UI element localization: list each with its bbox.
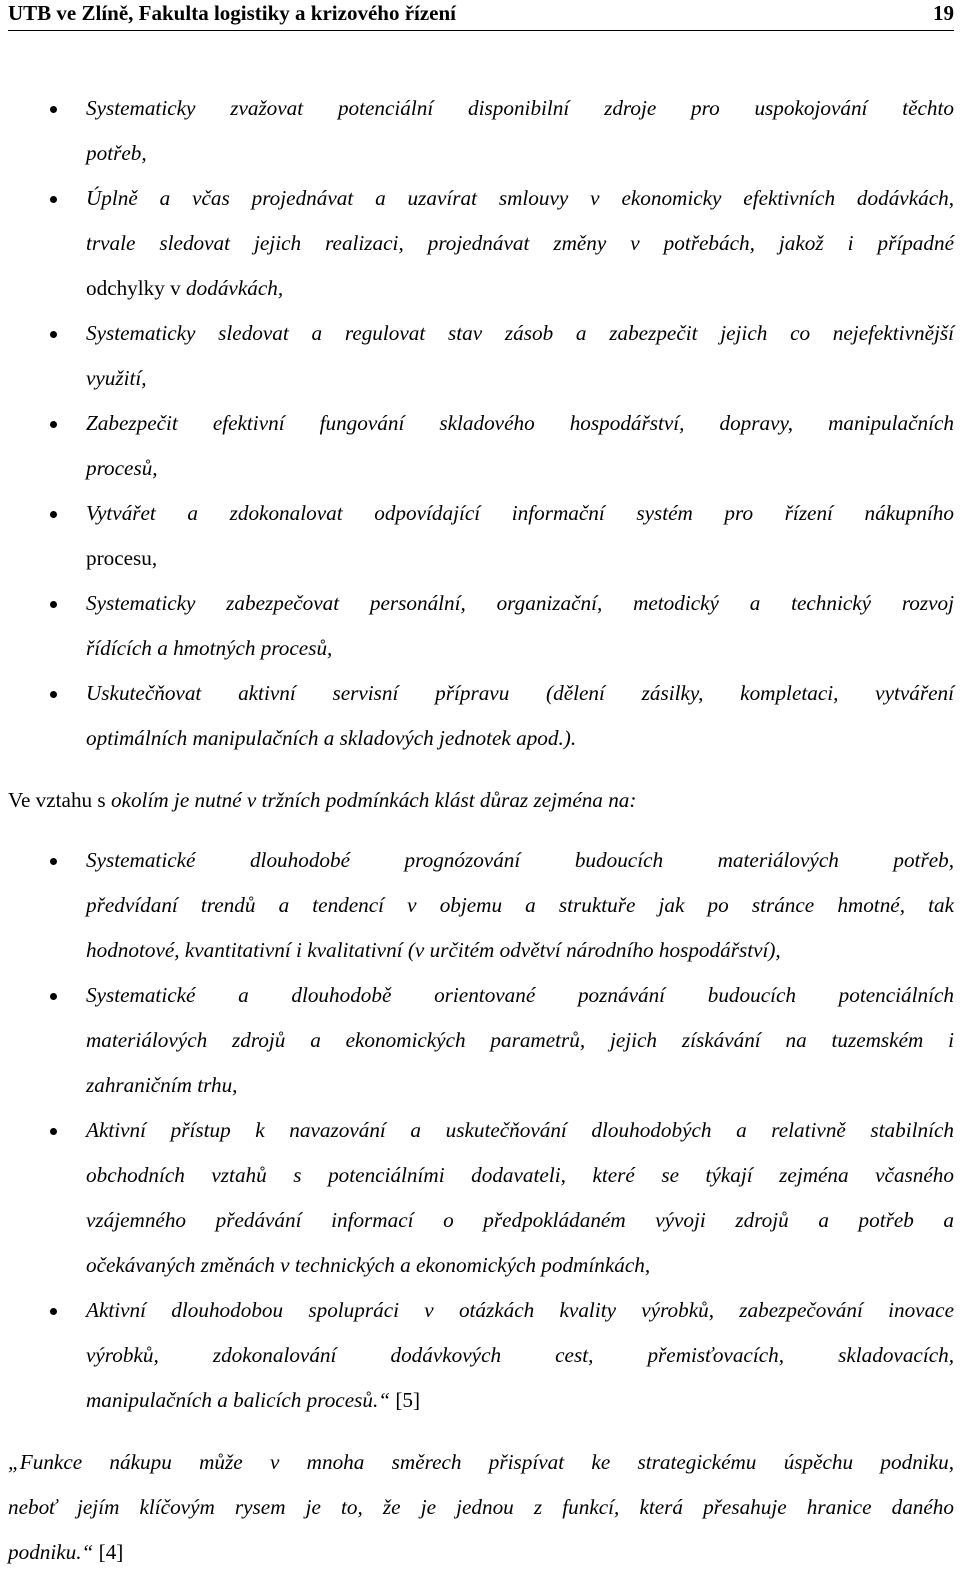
line-text: výrobků, zdokonalování dodávkových cest, přemisťovacích, skladovacích,: [86, 1343, 954, 1367]
line-text: využití,: [86, 366, 147, 390]
list-item: [8, 86, 954, 176]
bullet-icon: [50, 196, 57, 203]
line-text: hodnotové, kvantitativní i kvalitativní (v určitém odvětví národního hospodářství),: [86, 938, 781, 962]
line-text: vzájemného předávání informací o předpokládaném vývoji zdrojů a potřeb a: [86, 1208, 954, 1232]
line-text: Úplně a včas projednávat a uzavírat smlouvy v ekonomicky efektivních dodávkách,: [86, 186, 954, 210]
text-line: [86, 401, 954, 446]
line-text: „Funkce nákupu může v mnoha směrech přispívat ke strategickému úspěchu podniku,: [8, 1450, 954, 1474]
line-text: Aktivní přístup k navazování a uskutečňování dlouhodobých a relativně stabilních: [86, 1118, 954, 1142]
citation: [5]: [390, 1388, 421, 1412]
line-text: optimálních manipulačních a skladových jednotek apod.).: [86, 726, 577, 750]
text-line: [86, 86, 954, 131]
text-line: [86, 311, 954, 356]
line-text: manipulačních a balicích procesů.“: [86, 1388, 391, 1412]
line-text: dodávkách,: [186, 276, 284, 300]
text-line: [86, 716, 954, 761]
line-text: podniku.“: [8, 1540, 94, 1564]
bullet-icon: [50, 106, 57, 113]
text-line: [86, 626, 954, 671]
intro-paragraph: [8, 778, 954, 823]
text-line: [8, 1440, 954, 1485]
text-line: [86, 883, 954, 928]
bullet-icon: [50, 601, 57, 608]
page-number: 19: [933, 1, 954, 25]
list-item: [8, 1108, 954, 1288]
line-text: obchodních vztahů s potenciálními dodavateli, které se týkají zejména včasného: [86, 1163, 954, 1187]
line-text: Zabezpečit efektivní fungování skladového hospodářství, dopravy, manipulačních: [86, 411, 954, 435]
line-text: Systematické a dlouhodobě orientované poznávání budoucích potenciálních: [86, 983, 954, 1007]
bullet-icon: [50, 1308, 57, 1315]
text-line: [86, 266, 954, 311]
line-text: Vytvářet a zdokonalovat odpovídající informační systém pro řízení nákupního: [86, 501, 954, 525]
bullet-icon: [50, 858, 57, 865]
text-line: [86, 838, 954, 883]
text-line: [86, 1063, 954, 1108]
quote-paragraph: [8, 1440, 954, 1575]
text-line: [86, 1243, 954, 1288]
list-item: [8, 973, 954, 1108]
line-text: procesu,: [86, 546, 158, 570]
line-prefix: odchylky v: [86, 276, 187, 300]
bullet-icon: [50, 993, 57, 1000]
text-line: [86, 356, 954, 401]
text-line: [86, 131, 954, 176]
text-line: [86, 671, 954, 716]
text-line: [86, 176, 954, 221]
bullet-icon: [50, 1128, 57, 1135]
text-line: [86, 446, 954, 491]
text-line: [86, 1333, 954, 1378]
text-line: [8, 1485, 954, 1530]
bullet-icon: [50, 331, 57, 338]
environment-list: [8, 838, 954, 1423]
text-line: [86, 536, 954, 581]
text-line: [86, 581, 954, 626]
line-text: materiálových zdrojů a ekonomických parametrů, jejich získávání na tuzemském i: [86, 1028, 954, 1052]
text-line: [86, 1108, 954, 1153]
line-text: trvale sledovat jejich realizaci, projednávat změny v potřebách, jakož i případné: [86, 231, 954, 255]
line-text: procesů,: [86, 456, 158, 480]
text-line: [86, 973, 954, 1018]
list-item: [8, 838, 954, 973]
line-text: zahraničním trhu,: [86, 1073, 238, 1097]
bullet-icon: [50, 421, 57, 428]
list-item: [8, 311, 954, 401]
text-line: [86, 1198, 954, 1243]
text-line: [86, 1288, 954, 1333]
bullet-icon: [50, 691, 57, 698]
line-text: předvídaní trendů a tendencí v objemu a struktuře jak po stránce hmotné, tak: [86, 893, 954, 917]
line-text: potřeb,: [86, 141, 147, 165]
citation: [4]: [93, 1540, 124, 1564]
line-text: řídících a hmotných procesů,: [86, 636, 333, 660]
line-text: Aktivní dlouhodobou spolupráci v otázkách kvality výrobků, zabezpečování inovace: [86, 1298, 954, 1322]
list-item: [8, 671, 954, 761]
text-line: [8, 1530, 954, 1575]
list-item: [8, 1288, 954, 1423]
text-line: [86, 1153, 954, 1198]
line-text: Systematicky zabezpečovat personální, organizační, metodický a technický rozvoj: [86, 591, 954, 615]
list-item: [8, 581, 954, 671]
text-line: [86, 491, 954, 536]
list-item: [8, 491, 954, 581]
text-line: [86, 1018, 954, 1063]
goals-list: [8, 86, 954, 761]
line-text: Systematicky sledovat a regulovat stav zásob a zabezpečit jejich co nejefektivnější: [86, 321, 954, 345]
text-line: [86, 1378, 954, 1423]
header-title: UTB ve Zlíně, Fakulta logistiky a krizového řízení: [8, 1, 457, 25]
bullet-icon: [50, 511, 57, 518]
text-line: [86, 221, 954, 266]
line-text: očekávaných změnách v technických a ekonomických podmínkách,: [86, 1253, 651, 1277]
intro-prefix: Ve vztahu s: [8, 788, 111, 812]
line-text: neboť jejím klíčovým rysem je to, že je jednou z funkcí, která přesahuje hranice daného: [8, 1495, 954, 1519]
line-text: Uskutečňovat aktivní servisní přípravu (dělení zásilky, kompletaci, vytváření: [86, 681, 954, 705]
text-line: [86, 928, 954, 973]
intro-text: okolím je nutné v tržních podmínkách klást důraz zejména na:: [110, 788, 637, 812]
line-text: Systematicky zvažovat potenciální disponibilní zdroje pro uspokojování těchto: [86, 96, 954, 120]
page-header: [8, 0, 954, 31]
list-item: [8, 401, 954, 491]
list-item: [8, 176, 954, 311]
line-text: Systematické dlouhodobé prognózování budoucích materiálových potřeb,: [86, 848, 954, 872]
